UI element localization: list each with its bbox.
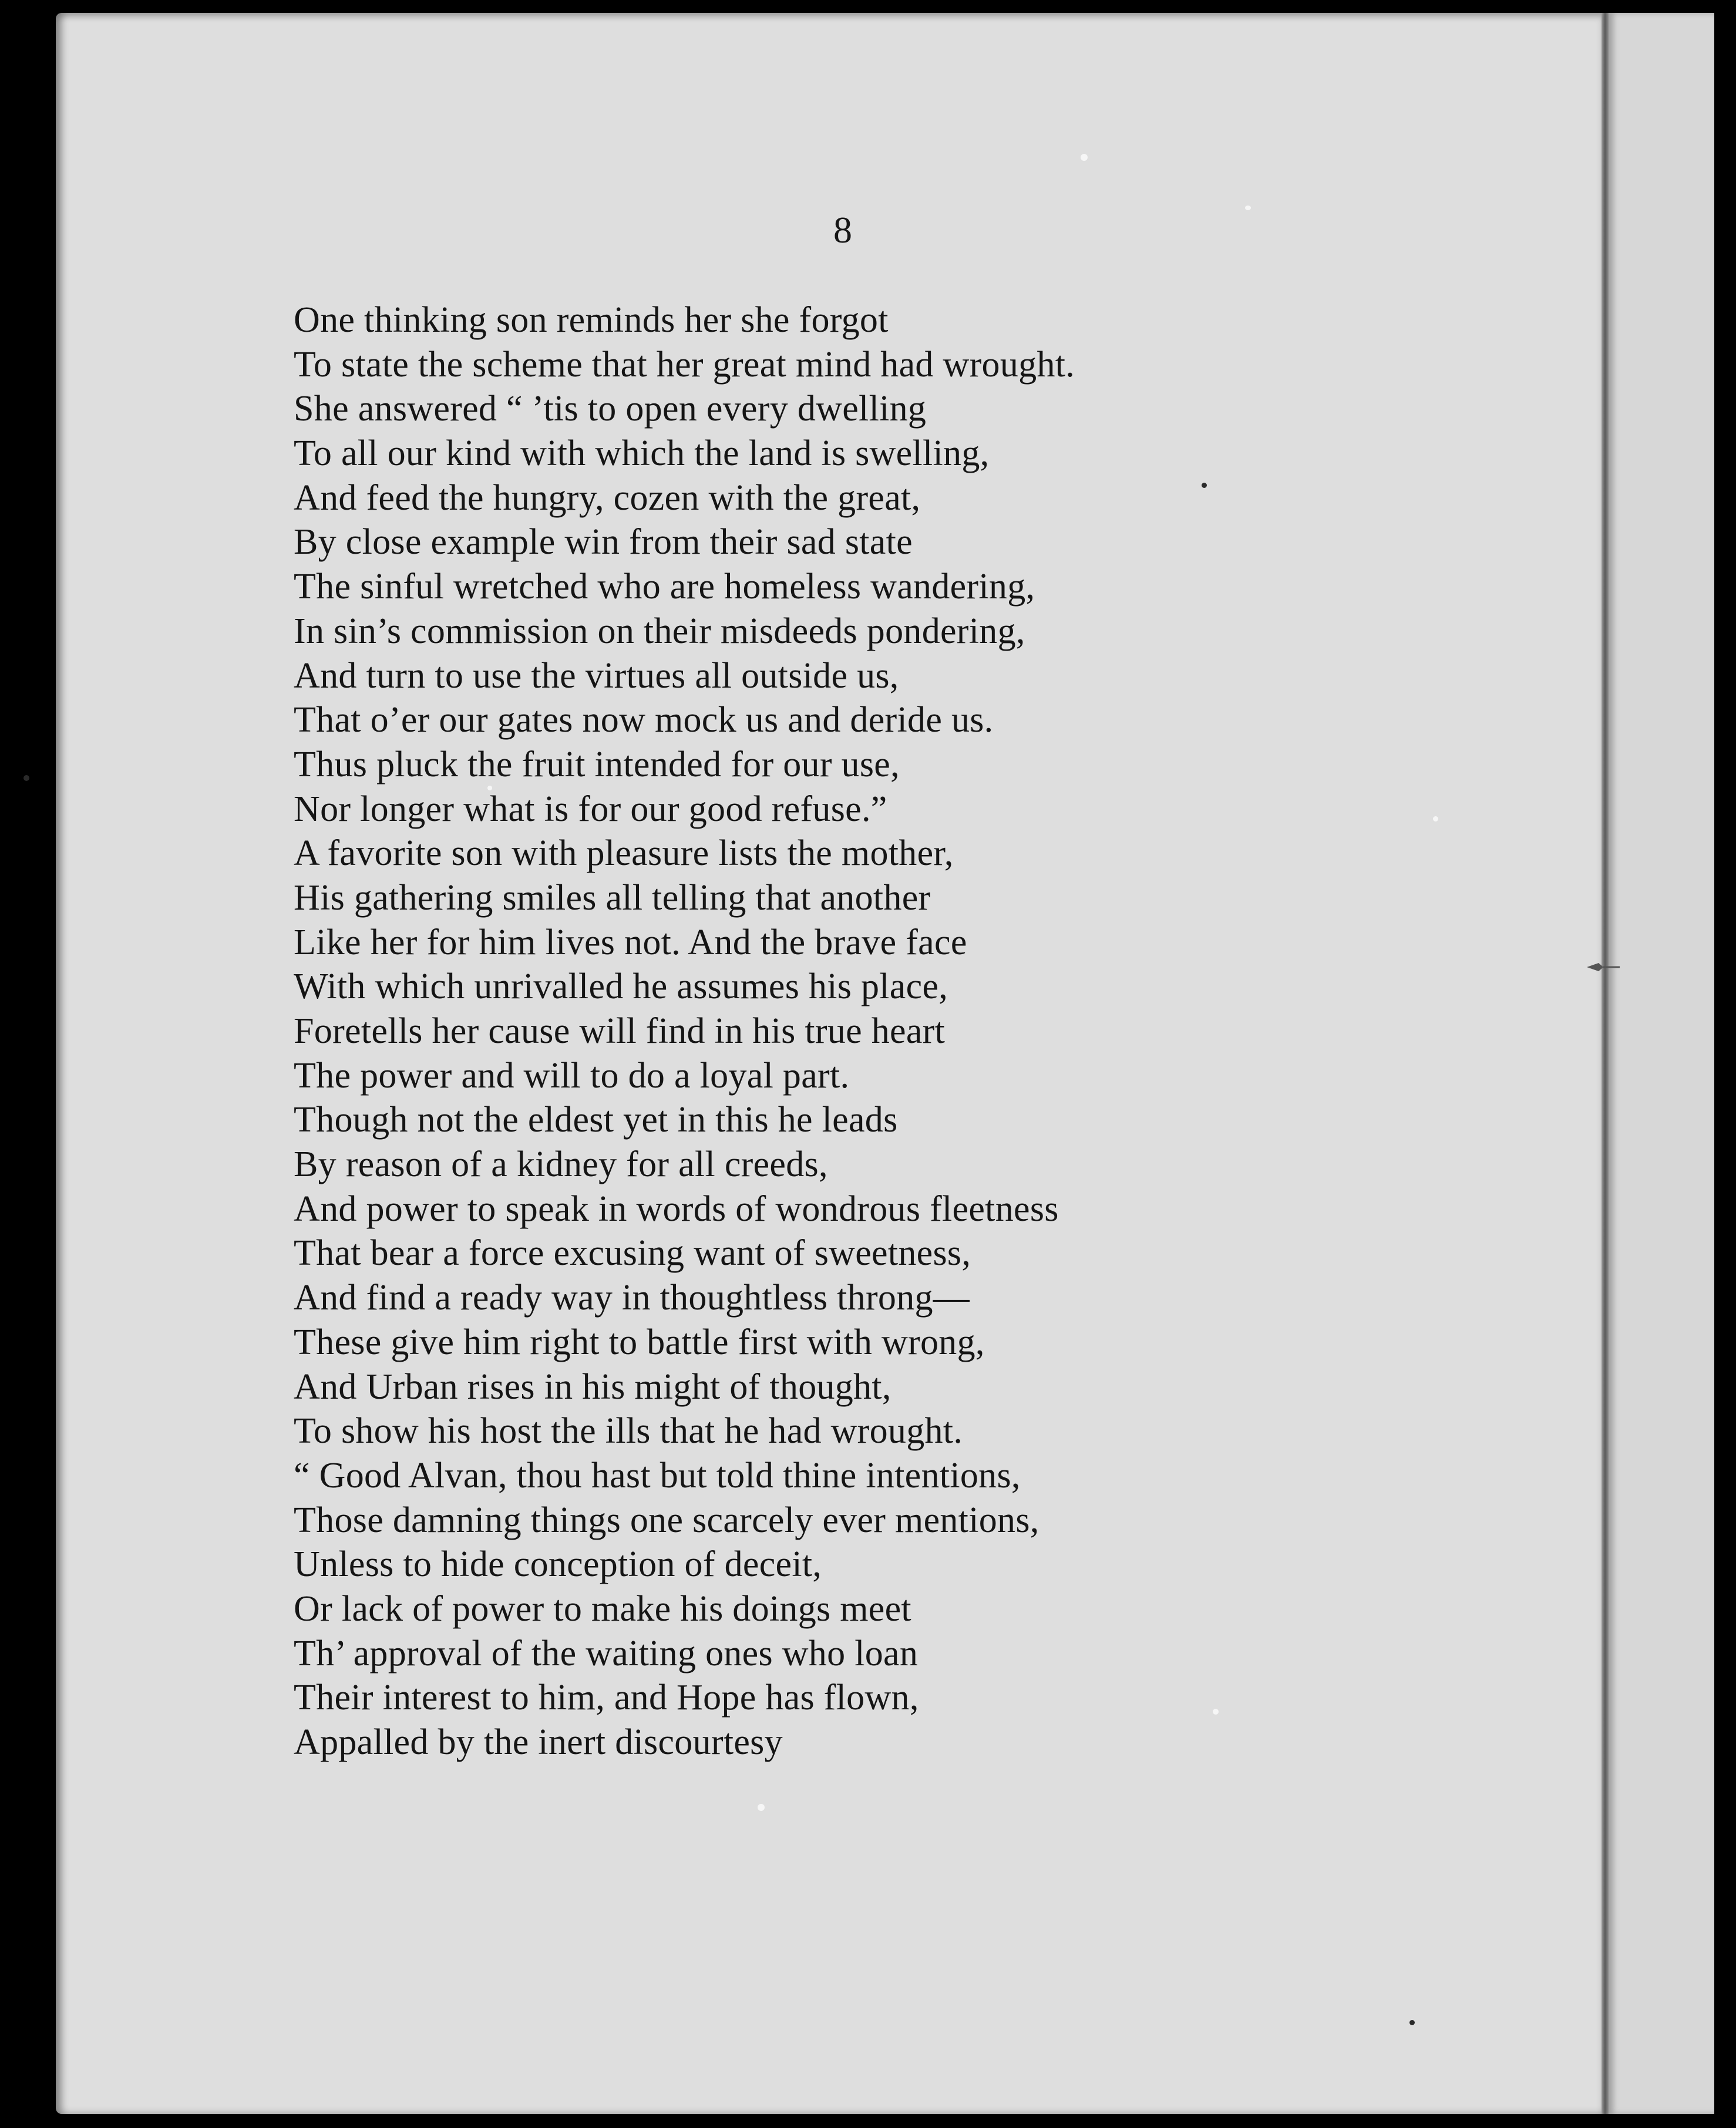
- poem-line: And power to speak in words of wondrous fleetness: [294, 1188, 1059, 1229]
- poem-line: By reason of a kidney for all creeds,: [294, 1144, 828, 1185]
- poem-line: Foretells her cause will find in his true heart: [294, 1011, 946, 1051]
- binding-clip-mark: [1586, 958, 1621, 976]
- poem-line: Or lack of power to make his doings meet: [294, 1588, 911, 1629]
- poem-line: That bear a force excusing want of sweetness,: [294, 1233, 971, 1274]
- poem-line: To state the scheme that her great mind had wrought.: [294, 344, 1075, 385]
- poem-line: A favorite son with pleasure lists the mother,: [294, 833, 954, 874]
- facing-page-edge: [1609, 13, 1714, 2114]
- dust-speck: [1433, 816, 1438, 821]
- poem-line: Those damning things one scarcely ever mentions,: [294, 1500, 1039, 1540]
- poem-line: One thinking son reminds her she forgot: [294, 300, 889, 340]
- ink-speck: [23, 775, 29, 781]
- poem-line: These give him right to battle first with wrong,: [294, 1322, 985, 1362]
- dust-speck: [758, 1804, 765, 1811]
- poem-line: And find a ready way in thoughtless throng—: [294, 1278, 970, 1318]
- page-number: 8: [833, 209, 852, 251]
- poem-line: Unless to hide conception of deceit,: [294, 1544, 822, 1585]
- poem-line: Th’ approval of the waiting ones who loan: [294, 1633, 919, 1674]
- poem-line: Like her for him lives not. And the brave face: [294, 922, 967, 962]
- dust-speck: [1081, 154, 1088, 161]
- ink-speck: [1202, 483, 1207, 488]
- dust-speck: [1245, 206, 1251, 210]
- poem-line: Appalled by the inert discourtesy: [294, 1722, 783, 1762]
- poem-line: By close example win from their sad state: [294, 522, 913, 563]
- poem-line: And turn to use the virtues all outside us,: [294, 655, 899, 696]
- poem-line: The sinful wretched who are homeless wandering,: [294, 567, 1035, 607]
- poem-line: Nor longer what is for our good refuse.”: [294, 789, 887, 829]
- poem-line: That o’er our gates now mock us and deride us.: [294, 700, 994, 740]
- poem-line: And Urban rises in his might of thought,: [294, 1366, 891, 1407]
- poem-line: To all our kind with which the land is swelling,: [294, 433, 990, 474]
- poem-line: To show his host the ills that he had wrought.: [294, 1411, 963, 1452]
- poem-line: His gathering smiles all telling that another: [294, 877, 931, 918]
- poem-line: “ Good Alvan, thou hast but told thine intentions,: [294, 1455, 1021, 1496]
- poem-line: Their interest to him, and Hope has flown,: [294, 1678, 919, 1718]
- poem-line: With which unrivalled he assumes his place,: [294, 967, 948, 1007]
- dust-speck: [1213, 1709, 1219, 1715]
- poem-line: The power and will to do a loyal part.: [294, 1055, 850, 1096]
- book-spine: [1602, 13, 1609, 2114]
- poem-line: And feed the hungry, cozen with the great,: [294, 477, 921, 518]
- poem-line: In sin’s commission on their misdeeds pondering,: [294, 611, 1025, 651]
- poem-line: Thus pluck the fruit intended for our use,: [294, 744, 900, 784]
- ink-speck: [1409, 2020, 1415, 2025]
- poem-line: She answered “ ’tis to open every dwelling: [294, 389, 927, 429]
- poem-text: [294, 298, 1075, 1765]
- scan-border: [1714, 0, 1736, 2128]
- poem-line: Though not the eldest yet in this he leads: [294, 1100, 898, 1140]
